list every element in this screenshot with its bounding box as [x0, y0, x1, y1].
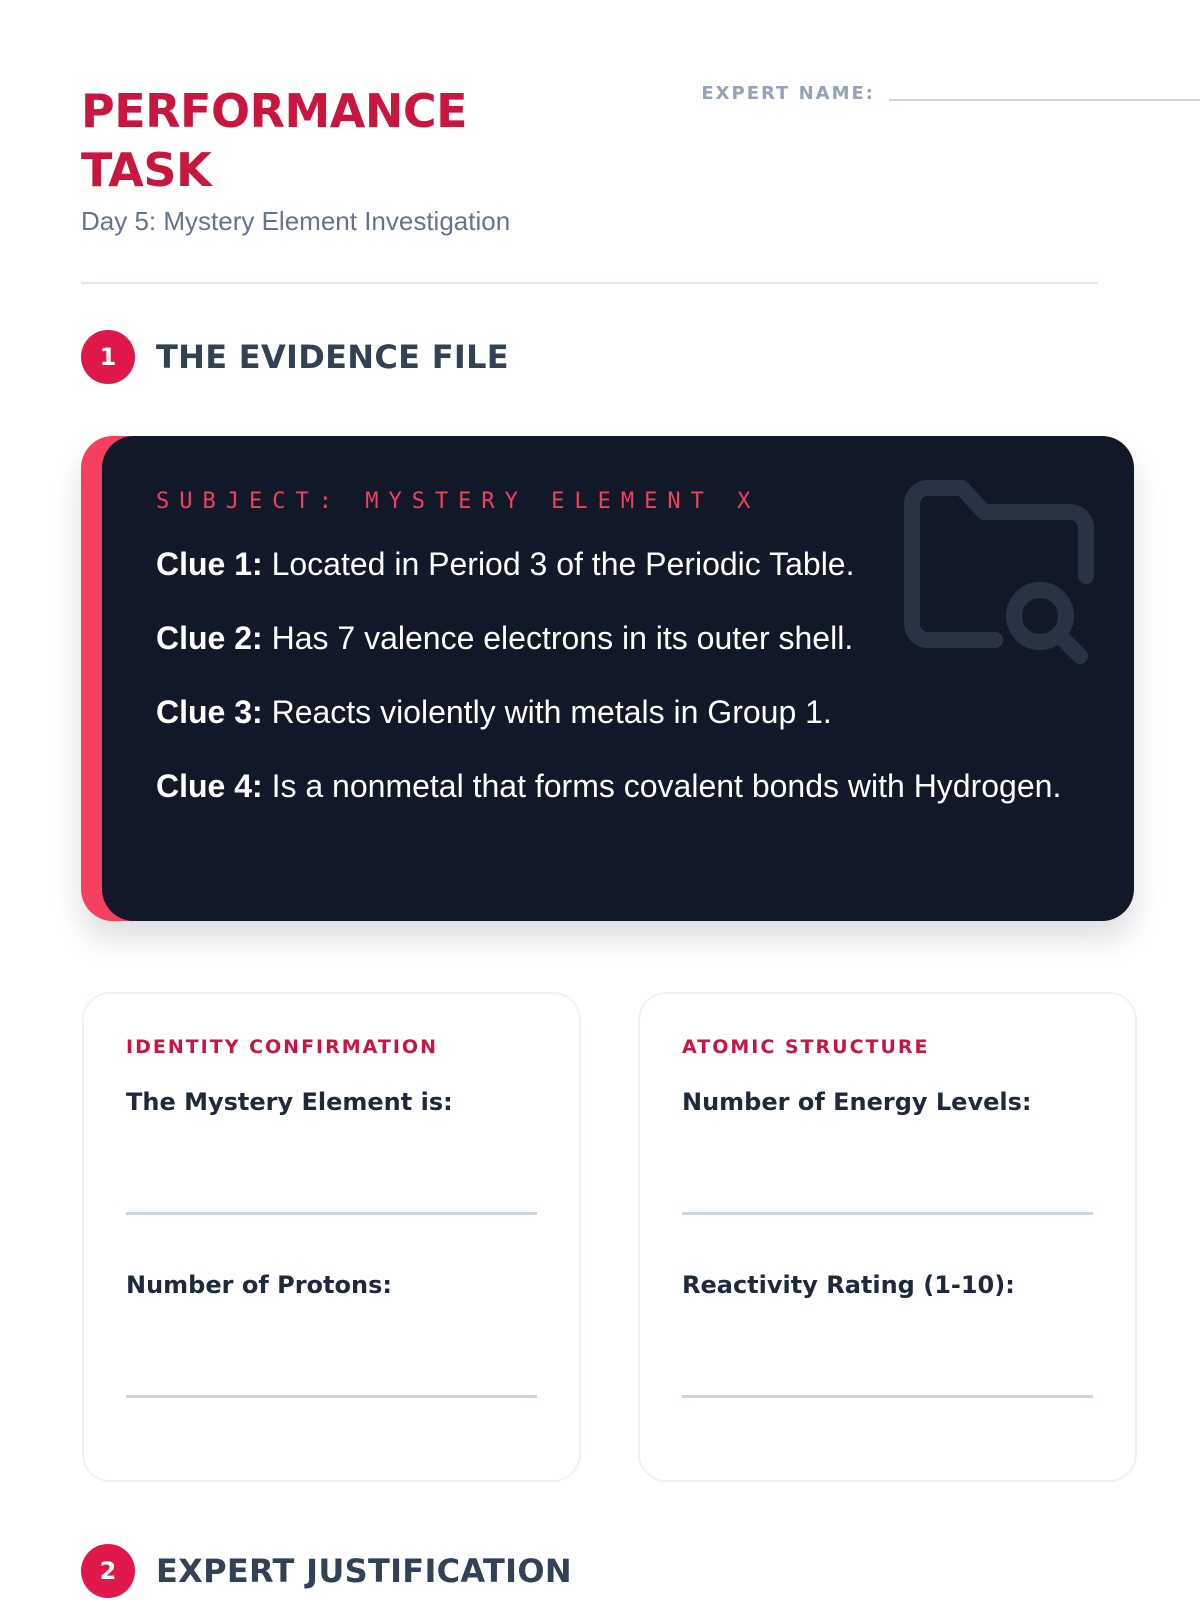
clue-item — [156, 762, 1074, 810]
mystery-element-answer-line[interactable] — [126, 1212, 537, 1215]
clue-label: Clue 1: — [156, 546, 263, 582]
energy-levels-label: Number of Energy Levels: — [682, 1088, 1032, 1116]
clue-label: Clue 4: — [156, 768, 263, 804]
section-number-badge: 1 — [81, 330, 135, 384]
identity-confirmation-card — [82, 992, 581, 1482]
atomic-structure-card — [638, 992, 1137, 1482]
clue-text: Reacts violently with metals in Group 1. — [262, 694, 832, 730]
reactivity-rating-answer-line[interactable] — [682, 1395, 1093, 1398]
section-number-badge: 2 — [81, 1544, 135, 1598]
clue-text: Is a nonmetal that forms covalent bonds with Hydrogen. — [262, 768, 1062, 804]
energy-levels-answer-line[interactable] — [682, 1212, 1093, 1215]
clue-item — [156, 688, 1074, 736]
page-title: PERFORMANCE TASK — [81, 84, 468, 197]
protons-label: Number of Protons: — [126, 1271, 392, 1299]
protons-answer-line[interactable] — [126, 1395, 537, 1398]
reactivity-rating-label: Reactivity Rating (1-10): — [682, 1271, 1015, 1299]
section-title: THE EVIDENCE FILE — [156, 338, 509, 376]
evidence-card-body — [102, 436, 1134, 921]
expert-name-field — [701, 80, 1200, 107]
clue-item — [156, 614, 1074, 662]
clue-text: Has 7 valence electrons in its outer shell. — [262, 620, 854, 656]
section-heading-justification — [81, 1544, 572, 1598]
expert-name-label: EXPERT NAME: — [701, 83, 875, 104]
card-label: IDENTITY CONFIRMATION — [126, 1036, 438, 1058]
expert-name-input-line[interactable] — [889, 99, 1200, 101]
clue-label: Clue 2: — [156, 620, 263, 656]
clue-label: Clue 3: — [156, 694, 263, 730]
evidence-subject: SUBJECT: MYSTERY ELEMENT X — [156, 489, 761, 514]
evidence-card — [81, 436, 1134, 921]
mystery-element-label: The Mystery Element is: — [126, 1088, 453, 1116]
clue-text: Located in Period 3 of the Periodic Table. — [262, 546, 855, 582]
section-title: EXPERT JUSTIFICATION — [156, 1552, 572, 1590]
clue-item — [156, 540, 1074, 588]
header — [81, 0, 1098, 284]
page-subtitle: Day 5: Mystery Element Investigation — [81, 206, 511, 236]
section-heading-evidence — [81, 330, 509, 384]
card-label: ATOMIC STRUCTURE — [682, 1036, 930, 1058]
